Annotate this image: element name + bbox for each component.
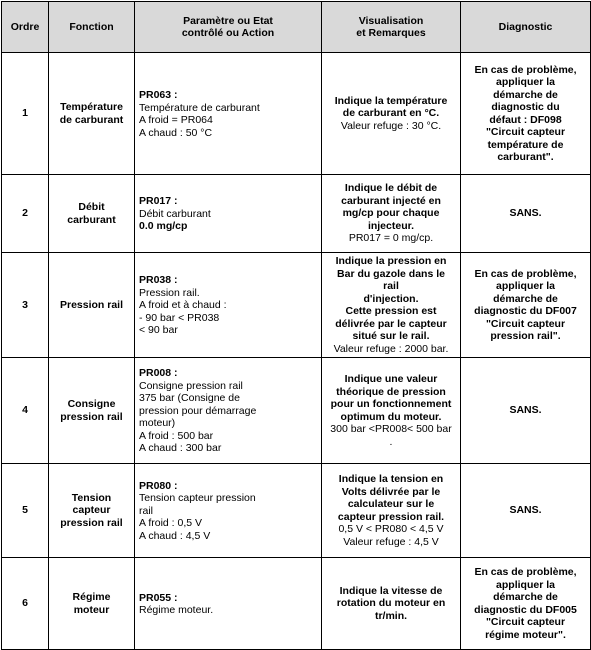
visualisation-cell: Indique la vitesse de rotation du moteur en tr/min.	[322, 558, 461, 650]
header-row	[2, 2, 591, 53]
diagnostic-table	[1, 1, 591, 650]
ordre-cell: 5	[2, 464, 49, 558]
diagnostic-cell: SANS.	[461, 464, 591, 558]
table-row	[2, 175, 591, 253]
parameter-code: PR055 :	[139, 591, 178, 604]
table-row	[2, 464, 591, 558]
fonction-cell: Consigne pression rail	[49, 358, 135, 464]
ordre-cell: 4	[2, 358, 49, 464]
parametre-cell: PR008 : Consigne pression rail 375 bar (Consigne de pression pour démarrage moteur) A froid : 500 bar A chaud : 300 bar	[135, 358, 322, 464]
header-visualisation: Visualisation et Remarques	[322, 2, 461, 53]
parameter-code: PR063 :	[139, 89, 178, 101]
ordre-cell: 2	[2, 175, 49, 253]
parametre-cell: PR017 : Débit carburant 0.0 mg/cp	[135, 175, 322, 253]
parameter-code: PR038 :	[139, 274, 178, 287]
parameter-code: PR080 :	[139, 479, 178, 492]
header-diagnostic: Diagnostic	[461, 2, 591, 53]
diagnostic-cell: En cas de problème, appliquer la démarche de diagnostic du DF005 "Circuit capteur régime moteur".	[461, 558, 591, 650]
table-row	[2, 253, 591, 358]
parameter-code: PR008 :	[139, 367, 178, 380]
fonction-cell: Pression rail	[49, 253, 135, 358]
header-fonction: Fonction	[49, 2, 135, 53]
fonction-cell: Tension capteur pression rail	[49, 464, 135, 558]
ordre-cell: 3	[2, 253, 49, 358]
diagnostic-cell: En cas de problème, appliquer la démarche de diagnostic du DF007 "Circuit capteur pression rail".	[461, 253, 591, 358]
diagnostic-cell: SANS.	[461, 358, 591, 464]
visualisation-cell: Indique le débit de carburant injecté en mg/cp pour chaque injecteur. PR017 = 0 mg/cp.	[322, 175, 461, 253]
diagnostic-cell: En cas de problème, appliquer la démarche de diagnostic du défaut : DF098 "Circuit capteur température de carburant".	[461, 53, 591, 175]
fonction-cell: Régime moteur	[49, 558, 135, 650]
parametre-cell: PR080 : Tension capteur pression rail A froid : 0,5 V A chaud : 4,5 V	[135, 464, 322, 558]
parametre-cell: PR038 : Pression rail. A froid et à chaud : - 90 bar < PR038 < 90 bar	[135, 253, 322, 358]
table-row	[2, 558, 591, 650]
diagnostic-cell: SANS.	[461, 175, 591, 253]
ordre-cell: 1	[2, 53, 49, 175]
parametre-cell: PR063 : Température de carburant A froid = PR064 A chaud : 50 °C	[135, 53, 322, 175]
visualisation-cell: Indique une valeur théorique de pression pour un fonctionnement optimum du moteur. 300 bar <PR008< 500 bar .	[322, 358, 461, 464]
parametre-cell: PR055 : Régime moteur.	[135, 558, 322, 650]
visualisation-cell: Indique la tension en Volts délivrée par le calculateur sur le capteur pression rail. 0,5 V < PR080 < 4,5 V Valeur refuge : 4,5 V	[322, 464, 461, 558]
table-row	[2, 358, 591, 464]
parameter-code: PR017 :	[139, 195, 178, 208]
visualisation-cell: Indique la pression en Bar du gazole dans le rail d'injection. Cette pression est délivrée par le capteur situé sur le rail. Valeur refuge : 2000 bar.	[322, 253, 461, 358]
fonction-cell: Température de carburant	[49, 53, 135, 175]
header-parametre: Paramètre ou Etat contrôlé ou Action	[135, 2, 322, 53]
fonction-cell: Débit carburant	[49, 175, 135, 253]
visualisation-cell: Indique la température de carburant en °C. Valeur refuge : 30 °C.	[322, 53, 461, 175]
table-row	[2, 53, 591, 175]
header-ordre: Ordre	[2, 2, 49, 53]
ordre-cell: 6	[2, 558, 49, 650]
